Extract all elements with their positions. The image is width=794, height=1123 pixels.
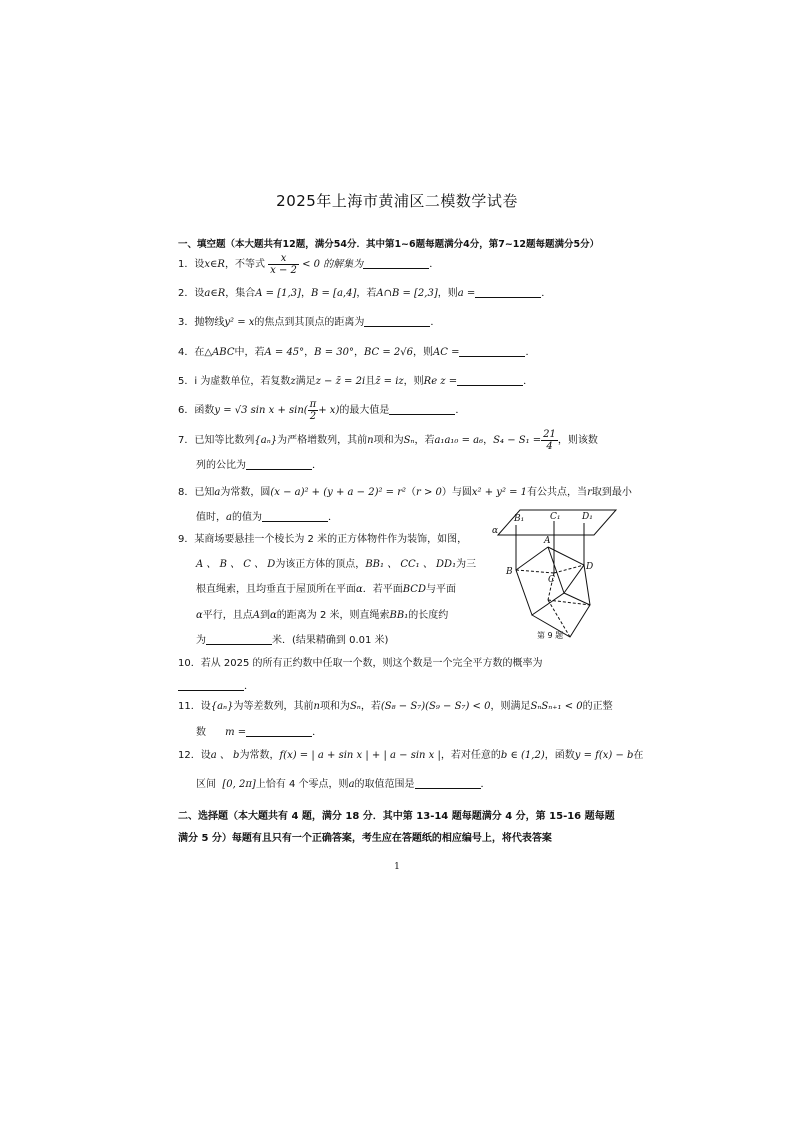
question-11-cont: 数 m = ． — [196, 718, 322, 748]
section-2-heading: 二、选择题（本大题共有 4 题，满分 18 分．其中第 13-14 题每题满分 4 分，第 15-16 题每题满分 5 分）每题有且只有一个正确答案，考生应在答题纸的相应编号上，将代表答案 — [178, 811, 615, 844]
answer-blank[interactable] — [457, 373, 523, 386]
question-6: 6．函数y = √3 sin x + sin( $\frac{\pi}{2}$ + x)的最大值是 ． — [178, 398, 466, 422]
question-7: 7．已知等比数列{aₙ}为严格增数列，其前n项和为Sₙ，若a₁a₁₀ = a₆，S₄ − S₁ = $\frac{21}{4}$ ，则该数 — [178, 428, 598, 452]
label-c: C — [548, 575, 555, 585]
answer-blank[interactable] — [363, 256, 429, 269]
fraction: $\frac{x}{x - 2}$ — [270, 252, 297, 276]
question-9-line-1: 9．某商场要悬挂一个棱长为 2 米的正方体物件作为装饰，如图， — [178, 534, 468, 545]
label-d: D — [586, 562, 594, 572]
figure-caption: 第 9 题 — [537, 631, 564, 640]
label-d1: D₁ — [582, 512, 593, 522]
question-10-cont: ． — [178, 672, 254, 702]
answer-blank[interactable] — [475, 285, 541, 298]
label-c1: C₁ — [550, 512, 561, 522]
page-title: 2025年上海市黄浦区二模数学试卷 — [276, 192, 518, 210]
answer-blank[interactable] — [364, 314, 430, 327]
page-number: 1 — [394, 862, 400, 872]
label-b: B — [506, 567, 513, 577]
question-2: 2．设a∈R，集合A = [1,3]，B = [a,4]，若A∩B = [2,3]，则a = ． — [178, 279, 551, 309]
section-1-heading: 一、填空题（本大题共有12题，满分54分．其中第1~6题每题满分4分，第7~12题每题满分5分） — [178, 239, 600, 250]
label-b1: B₁ — [514, 514, 525, 524]
fraction: $\frac{21}{4}$ — [543, 428, 556, 452]
answer-blank[interactable] — [246, 724, 312, 737]
question-12: 12．设a 、 b为常数，f(x) = | a + sin x | + | a − sin x |，若对任意的b ∈ (1,2)，函数y = f(x) − b在 — [178, 750, 644, 761]
cube-figure — [490, 505, 620, 645]
question-9-line-4: α平行，且点A到α的距离为 2 米，则直绳索BB₁的长度约 — [196, 610, 449, 621]
fraction: $\frac{\pi}{2}$ — [309, 398, 317, 422]
answer-blank[interactable] — [178, 678, 244, 691]
answer-blank[interactable] — [246, 457, 312, 470]
question-1: 1．设x∈R，不等式 $\frac{x}{x - 2}$ < 0 的解集为 ． — [178, 252, 440, 276]
question-4: 4．在△ABC中，若A = 45°，B = 30°，BC = 2√6，则AC = ． — [178, 338, 535, 368]
question-8: 8．已知a为常数，圆(x − a)² + (y + a − 2)² = r²（r > 0）与圆x² + y² = 1有公共点，当r取到最小 — [178, 487, 632, 498]
question-5: 5．i 为虚数单位，若复数z满足z − z̄ = 2i且z̄ = iz，则Re z = ． — [178, 367, 533, 397]
question-9-line-5: 为 米．(结果精确到 0.01 米) — [196, 626, 388, 656]
answer-blank[interactable] — [389, 402, 455, 415]
answer-blank[interactable] — [262, 509, 328, 522]
answer-blank[interactable] — [459, 344, 525, 357]
label-a: A — [544, 536, 551, 546]
question-9-line-2: A 、 B 、 C 、 D为该正方体的顶点，BB₁ 、 CC₁ 、 DD₁为三 — [196, 559, 477, 570]
question-11: 11．设{aₙ}为等差数列，其前n项和为Sₙ，若(S₈ − S₇)(S₉ − S₇) < 0，则满足SₙSₙ₊₁ < 0的正整 — [178, 701, 613, 712]
question-10: 10．若从 2025 的所有正约数中任取一个数，则这个数是一个完全平方数的概率为 — [178, 658, 543, 669]
question-9-line-3: 根直绳索，且均垂直于屋顶所在平面α．若平面BCD与平面 — [196, 584, 456, 595]
answer-blank[interactable] — [415, 776, 481, 789]
label-alpha: α — [492, 526, 499, 536]
question-8-cont: 值时，a的值为 ． — [196, 503, 338, 533]
question-7-cont: 列的公比为 ． — [196, 451, 322, 481]
question-3: 3．抛物线y² = x的焦点到其顶点的距离为 ． — [178, 308, 440, 338]
answer-blank[interactable] — [206, 632, 272, 645]
question-12-cont: 区间 [0, 2π]上恰有 4 个零点，则a的取值范围是 ． — [196, 770, 491, 800]
